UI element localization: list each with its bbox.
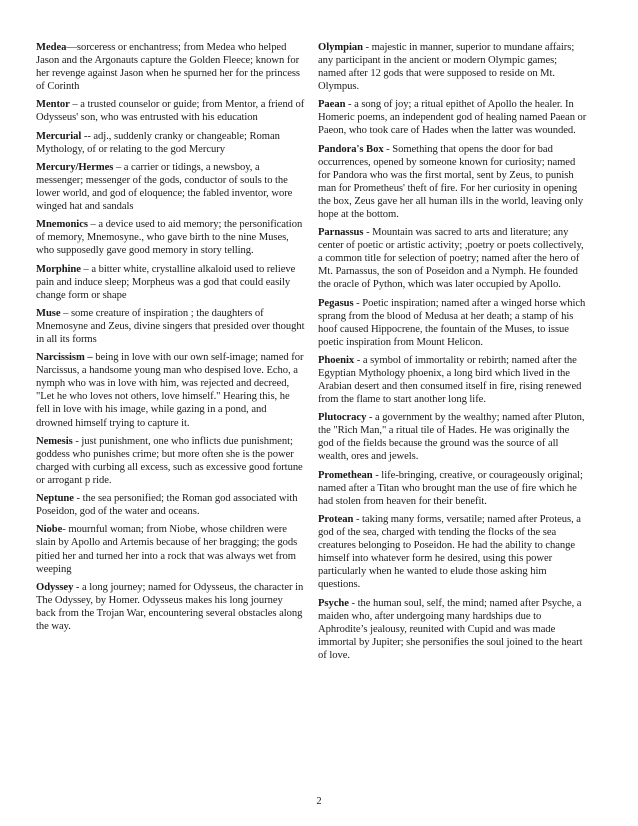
glossary-entry xyxy=(318,297,587,349)
entry-term: Mercurial xyxy=(36,130,82,142)
entry-definition: – a trusted counselor or guide; from Mentor, a friend of Odysseus' son, who was entrusted with his education xyxy=(36,99,305,124)
entry-term: Muse xyxy=(36,307,61,319)
entry-definition: - Poetic inspiration; named after a winged horse which sprang from the blood of Medusa at her death; a stamp of his hoof caused Hippocrene, the fountain of the Muses, to issue poetic inspiration from Mount Helicon. xyxy=(318,297,586,348)
entry-term: Plutocracy xyxy=(318,412,367,424)
entry-definition: - taking many forms, versatile; named after Proteus, a god of the sea, charged with tending the flocks of the sea creatures belonging to Poseidon. He had the ability to change himself into whatever form he desired, using this power particularly when he wanted to elude those asking him questions. xyxy=(318,514,581,591)
entry-term: Parnassus xyxy=(318,227,364,239)
entry-term: Narcissism – xyxy=(36,352,93,364)
entry-definition: – a device used to aid memory; the personification of memory, Mnemosyne., who gave birth to the nine Muses, who supposedly gave good memory in story telling. xyxy=(36,219,303,257)
entry-definition: – some creature of inspiration ; the daughters of Mnemosyne and Zeus, divine singers that presided over thought in all its forms xyxy=(36,307,305,346)
entry-term: Psyche xyxy=(318,597,349,609)
entry-definition: - a government by the wealthy; named after Pluton, the "Rich Man," a ritual tile of Hades. He was originally the god of the fields because the ground was the source of all wealth, ores and jewels. xyxy=(318,412,585,463)
entry-definition: - Something that opens the door for bad occurrences, opened by someone known for curiosity; named for Pandora who was the first mortal, sent by Zeus, to punish man for Prometheus' theft of fire. For her curiosity in opening the box, Zeus gave her all human ills in the world, leaving only hope at the bottom. xyxy=(318,143,584,220)
entry-term: Nemesis xyxy=(36,435,73,447)
entry-term: Mnemonics xyxy=(36,219,88,231)
entry-definition: - Mountain was sacred to arts and literature; any center of poetic or artistic activity; ,poetry or poets collectively, a common title for selection of poetry; named after the hero of Mt. Parnassus, the son of Poseidon and a Nymph. He founded the oracle of Python, which was later occupied by Apollo. xyxy=(318,227,584,291)
glossary-entry xyxy=(318,354,587,406)
entry-term: Pegasus xyxy=(318,297,354,309)
glossary-entry xyxy=(36,218,305,257)
page-number: 2 xyxy=(316,796,322,807)
entry-term: Niobe xyxy=(36,524,63,536)
glossary-entry xyxy=(36,161,305,213)
glossary-entry xyxy=(318,469,587,508)
glossary-entry xyxy=(318,411,587,463)
glossary-entry xyxy=(318,226,587,291)
entry-term: Mercury/Hermes xyxy=(36,161,114,173)
entry-definition: being in love with our own self-image; named for Narcissus, a handsome young man who despised love. Echo, a nymph who was in love with him, was rejected and decreed, "Let he who loves not others, love himself." Hearing this, he fell in love with his image, while gazing in a pond, and drowned himself trying to capture it. xyxy=(36,352,304,429)
glossary-entry xyxy=(36,41,305,93)
glossary-entry xyxy=(36,307,305,346)
glossary-entry xyxy=(36,130,305,156)
entry-term: Olympian xyxy=(318,42,363,53)
entry-definition: - mournful woman; from Niobe, whose children were slain by Apollo and Artemis because of her bragging; the gods pitied her and turned her into a rock that was always wet from weeping xyxy=(36,524,298,575)
entry-definition: - a song of joy; a ritual epithet of Apollo the healer. In Homeric poems, an independent god of healing named Paean or Paeon, who took care of Hades when the latter was wounded. xyxy=(318,99,587,137)
entry-definition: - the sea personified; the Roman god associated with Poseidon, god of the water and oceans. xyxy=(36,493,298,518)
left-column xyxy=(36,41,305,638)
entry-term: Morphine xyxy=(36,263,81,275)
entry-definition: – a bitter white, crystalline alkaloid used to relieve pain and induce sleep; Morpheus was a god that could easily change form or shape xyxy=(36,263,296,301)
entry-definition: - a symbol of immortality or rebirth; named after the Egyptian Mythology phoenix, a long bird which lived in the Arabian desert and then consumed itself in fire, rising renewed from the flame to start another long life. xyxy=(318,354,582,406)
entry-definition: —sorceress or enchantress; from Medea who helped Jason and the Argonauts capture the Golden Fleece; known for her revenge against Jason when he spurned her for the princess of Corinth xyxy=(36,42,301,93)
glossary-entry xyxy=(318,41,587,93)
glossary-entry xyxy=(318,98,587,137)
entry-definition: - life-bringing, creative, or courageously original; named after a Titan who brought man the use of fire which he had stolen from heaven for their benefit. xyxy=(318,469,583,507)
entry-term: Medea xyxy=(36,42,67,53)
entry-term: Phoenix xyxy=(318,354,355,366)
entry-term: Promethean xyxy=(318,469,373,481)
entry-definition: – a carrier or tidings, a newsboy, a messenger; messenger of the gods, conductor of souls to the lower world, and god of eloquence; the fabled inventor, wore winged hat and sandals xyxy=(36,161,293,213)
entry-definition: - majestic in manner, superior to mundane affairs; any participant in the ancient or modern Olympic games; named after 12 gods that were supposed to reside on Mt. Olympus. xyxy=(318,42,575,93)
glossary-entry xyxy=(36,98,305,124)
entry-term: Neptune xyxy=(36,493,74,505)
glossary-entry xyxy=(36,492,305,518)
entry-definition: - a long journey; named for Odysseus, the character in The Odyssey, by Homer. Odysseus makes his long journey back from the Trojan War, encountering several obstacles along the way. xyxy=(36,581,304,632)
glossary-entry xyxy=(36,523,305,575)
right-column xyxy=(318,41,587,667)
entry-term: Protean xyxy=(318,514,354,526)
entry-term: Odyssey xyxy=(36,581,74,593)
glossary-entry xyxy=(36,351,305,429)
entry-definition: - the human soul, self, the mind; named after Psyche, a maiden who, after undergoing many hardships due to Aphrodite’s jealousy, reunited with Cupid and was made immortal by Jupiter; she personifies the soul joined to the heart of love. xyxy=(318,597,583,661)
glossary-entry xyxy=(36,581,305,633)
glossary-entry xyxy=(318,513,587,591)
glossary-entry xyxy=(36,263,305,302)
entry-definition: - just punishment, one who inflicts due punishment; goddess who punishes crime; but more often she is the power charged with curbing all excess, such as excessive good fortune or arrogant p ride. xyxy=(36,435,303,486)
glossary-entry xyxy=(36,435,305,487)
entry-definition: -- adj., suddenly cranky or changeable; Roman Mythology, of or relating to the god Mercury xyxy=(36,130,280,155)
entry-term: Paean xyxy=(318,99,346,111)
glossary-entry xyxy=(318,143,587,221)
entry-term: Mentor xyxy=(36,99,70,111)
entry-term: Pandora's Box xyxy=(318,143,384,155)
glossary-entry xyxy=(318,597,587,662)
